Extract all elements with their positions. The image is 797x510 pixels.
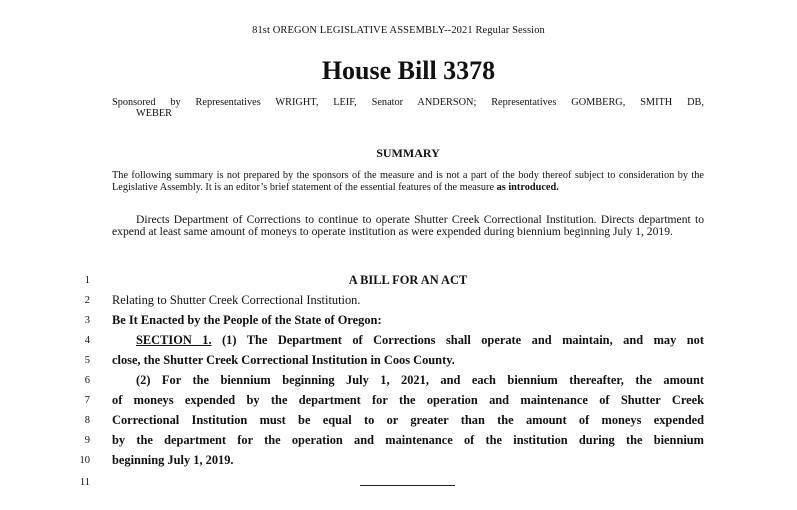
summary-digest: Directs Department of Corrections to continue to operate Shutter Creek Correctional Institution. Directs department to expend at least same amount of moneys to operate institution as were expended during biennium beginning July 1, 2019. — [112, 213, 704, 238]
line-number: 2 — [84, 295, 90, 306]
bill-text: beginning July 1, 2019. — [112, 453, 234, 467]
summary-heading: SUMMARY — [376, 146, 440, 160]
bill-line-5 — [0, 353, 797, 373]
end-rule-divider — [360, 485, 455, 486]
line-number: 4 — [84, 335, 90, 346]
bill-line-8 — [0, 413, 797, 433]
bill-line-1 — [0, 273, 797, 293]
bill-line-9 — [0, 433, 797, 453]
section-1-line-4: (1) The Department of Corrections shall operate and maintain, and may not — [211, 333, 704, 347]
enacting-clause: Be It Enacted by the People of the State of Oregon: — [112, 313, 382, 327]
bill-line-7 — [0, 393, 797, 413]
bill-line-4 — [0, 333, 797, 353]
line-number: 6 — [84, 375, 90, 386]
line-number: 11 — [79, 477, 90, 488]
section-1-text — [112, 333, 704, 348]
line-number: 10 — [79, 455, 90, 466]
line-number: 1 — [84, 275, 90, 286]
line-number: 9 — [84, 435, 90, 446]
summary-disclaimer-bold: as introduced. — [496, 182, 559, 193]
line-number: 7 — [84, 395, 90, 406]
bill-line-10 — [0, 453, 797, 473]
bill-text: Correctional Institution must be equal to or greater than the amount of moneys expended — [112, 413, 704, 427]
sponsors — [112, 97, 704, 119]
sponsors-line-2: WEBER — [136, 108, 173, 119]
act-heading: A BILL FOR AN ACT — [348, 273, 468, 287]
bill-text: close, the Shutter Creek Correctional Institution in Coos County. — [112, 353, 455, 367]
sponsors-line-1: Sponsored by Representatives WRIGHT, LEIF, Senator ANDERSON; Representatives GOMBERG, SMITH DB, — [112, 97, 704, 108]
line-number: 8 — [84, 415, 90, 426]
bill-line-6 — [0, 373, 797, 393]
bill-text: (2) For the biennium beginning July 1, 2021, and each biennium thereafter, the amount — [136, 373, 704, 387]
relating-clause: Relating to Shutter Creek Correctional Institution. — [112, 293, 361, 307]
line-number: 5 — [84, 355, 90, 366]
bill-line-2 — [0, 293, 797, 313]
session-header: 81st OREGON LEGISLATIVE ASSEMBLY--2021 Regular Session — [252, 25, 545, 36]
bill-text: of moneys expended by the department for the operation and maintenance of Shutter Creek — [112, 393, 704, 407]
bill-line-3 — [0, 313, 797, 333]
bill-text: by the department for the operation and maintenance of the institution during the biennium — [112, 433, 704, 447]
line-number: 3 — [84, 315, 90, 326]
summary-disclaimer-text: The following summary is not prepared by the sponsors of the measure and is not a part of the body thereof subject to consideration by the Legislative Assembly. It is an editor’s brief statement of the essential features of the measure — [112, 170, 704, 193]
section-label: SECTION 1. — [136, 333, 212, 347]
bill-title: House Bill 3378 — [321, 56, 496, 85]
summary-disclaimer — [112, 170, 704, 194]
